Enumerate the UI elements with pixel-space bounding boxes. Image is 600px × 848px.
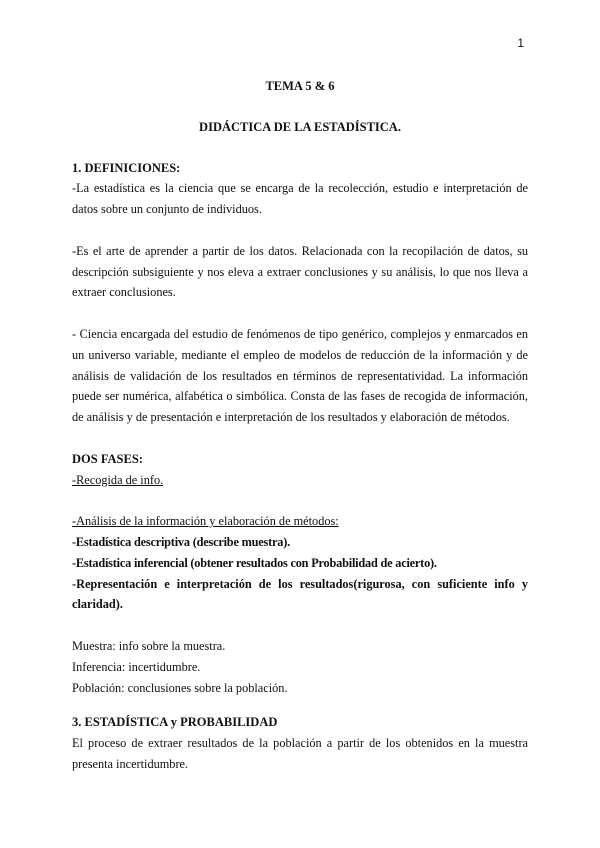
document-title: DIDÁCTICA DE LA ESTADÍSTICA. — [199, 119, 401, 134]
statistics-probability-paragraph: El proceso de extraer resultados de la población a partir de los obtenidos en la muestra presenta incertidumbre. — [72, 736, 528, 771]
phase-item-inferential: -Estadística inferencial (obtener resultados con Probabilidad de acierto). — [72, 555, 437, 570]
section-phases-heading: DOS FASES: — [72, 451, 143, 466]
definition-inferencia: Inferencia: incertidumbre. — [72, 659, 201, 674]
definition-paragraph-1: -La estadística es la ciencia que se encarga de la recolección, estudio e interpretación de datos sobre un conjunto de individuos. — [72, 181, 528, 217]
definition-poblacion: Población: conclusiones sobre la población. — [72, 680, 288, 695]
definition-paragraph-3: - Ciencia encargada del estudio de fenómenos de tipo genérico, complejos y enmarcados en un universo variable, mediante el empleo de modelos de reducción de la información y de análisis de validación de los resultados en términos de representatividad. La información puede ser numérica, alfabética o simbólica. Consta de las fases de recogida de información, de análisis y de presentación e interpretación de los resultados y elaboración de métodos. — [72, 326, 528, 425]
section-definitions-heading: 1. DEFINICIONES: — [72, 160, 181, 175]
phase-2: -Análisis de la información y elaboración de métodos: — [72, 514, 339, 529]
phase-item-descriptive: -Estadística descriptiva (describe muestra). — [72, 534, 290, 549]
definition-paragraph-2: -Es el arte de aprender a partir de los datos. Relacionada con la recopilación de datos, su descripción subsiguiente y nos eleva a extraer conclusiones y su análisis, lo que nos lleva a extraer conclusiones. — [72, 243, 528, 300]
definition-muestra: Muestra: info sobre la muestra. — [72, 638, 226, 653]
phase-1: -Recogida de info. — [72, 472, 164, 487]
document-body — [72, 76, 528, 775]
phase-item-representation: -Representación e interpretación de los resultados(rigurosa, con suficiente info y claridad). — [72, 576, 528, 612]
section-statistics-probability-heading: 3. ESTADÍSTICA y PROBABILIDAD — [72, 715, 278, 730]
topic-title: TEMA 5 & 6 — [265, 79, 335, 93]
page-number: 1 — [517, 36, 524, 50]
